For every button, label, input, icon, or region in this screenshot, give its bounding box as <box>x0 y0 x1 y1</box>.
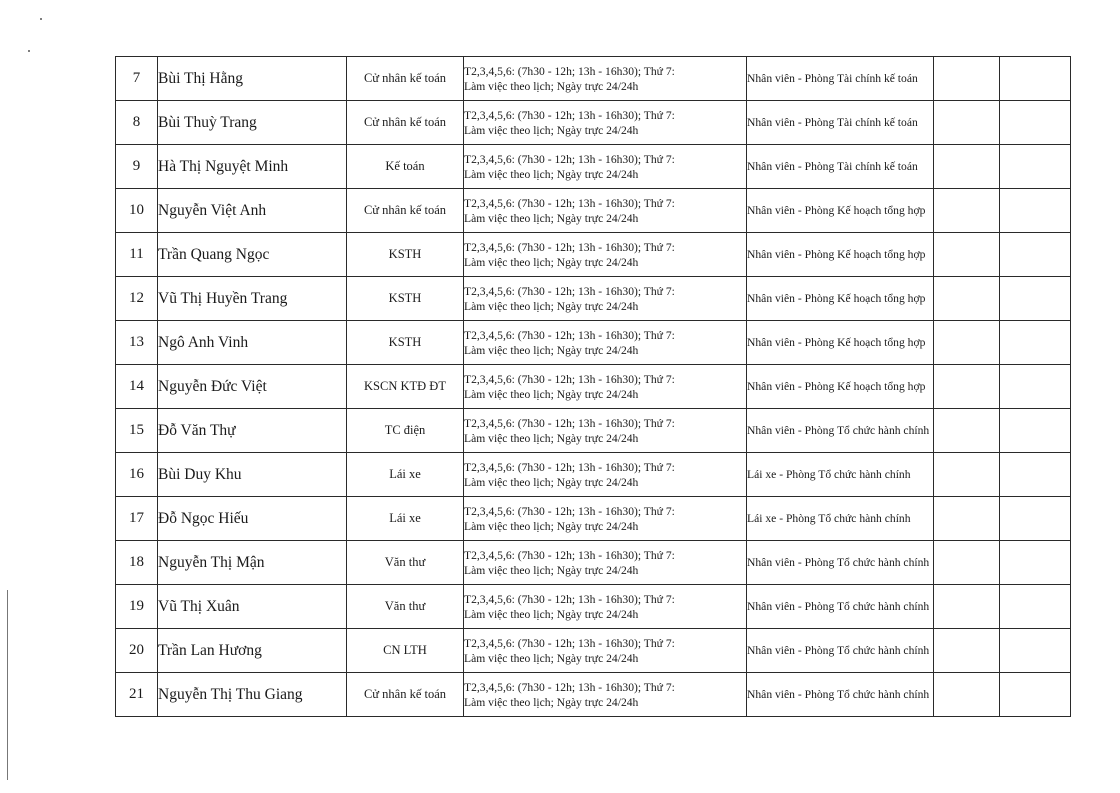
row-number: 13 <box>116 321 158 365</box>
schedule-line-1: T2,3,4,5,6: (7h30 - 12h; 13h - 16h30); Thứ 7: <box>464 636 675 650</box>
schedule-line-1: T2,3,4,5,6: (7h30 - 12h; 13h - 16h30); Thứ 7: <box>464 592 675 606</box>
schedule-line-1: T2,3,4,5,6: (7h30 - 12h; 13h - 16h30); Thứ 7: <box>464 680 675 694</box>
table-row <box>116 453 1071 497</box>
schedule-line-2: Làm việc theo lịch; Ngày trực 24/24h <box>464 299 639 313</box>
qualification: Kế toán <box>347 145 464 189</box>
empty-cell <box>1000 629 1071 673</box>
employee-name: Bùi Duy Khu <box>158 453 347 497</box>
position: Lái xe - Phòng Tổ chức hành chính <box>747 453 934 497</box>
empty-cell <box>1000 145 1071 189</box>
employee-name: Hà Thị Nguyệt Minh <box>158 145 347 189</box>
empty-cell <box>934 409 1000 453</box>
empty-cell <box>934 189 1000 233</box>
table-row <box>116 101 1071 145</box>
schedule-line-1: T2,3,4,5,6: (7h30 - 12h; 13h - 16h30); Thứ 7: <box>464 240 675 254</box>
empty-cell <box>934 101 1000 145</box>
table-row <box>116 145 1071 189</box>
row-number: 14 <box>116 365 158 409</box>
schedule-line-1: T2,3,4,5,6: (7h30 - 12h; 13h - 16h30); Thứ 7: <box>464 548 675 562</box>
position: Lái xe - Phòng Tổ chức hành chính <box>747 497 934 541</box>
row-number: 17 <box>116 497 158 541</box>
qualification: Lái xe <box>347 453 464 497</box>
empty-cell <box>934 541 1000 585</box>
schedule-line-2: Làm việc theo lịch; Ngày trực 24/24h <box>464 79 639 93</box>
scan-edge-line <box>7 590 8 780</box>
schedule-line-1: T2,3,4,5,6: (7h30 - 12h; 13h - 16h30); Thứ 7: <box>464 284 675 298</box>
table-row <box>116 189 1071 233</box>
table-row <box>116 321 1071 365</box>
table-row <box>116 365 1071 409</box>
schedule-line-1: T2,3,4,5,6: (7h30 - 12h; 13h - 16h30); Thứ 7: <box>464 372 675 386</box>
row-number: 20 <box>116 629 158 673</box>
schedule-line-1: T2,3,4,5,6: (7h30 - 12h; 13h - 16h30); Thứ 7: <box>464 64 675 78</box>
empty-cell <box>1000 277 1071 321</box>
qualification: Cử nhân kế toán <box>347 189 464 233</box>
qualification: Cử nhân kế toán <box>347 101 464 145</box>
schedule-line-2: Làm việc theo lịch; Ngày trực 24/24h <box>464 431 639 445</box>
schedule-line-1: T2,3,4,5,6: (7h30 - 12h; 13h - 16h30); Thứ 7: <box>464 460 675 474</box>
empty-cell <box>934 365 1000 409</box>
qualification: Cử nhân kế toán <box>347 57 464 101</box>
schedule-line-2: Làm việc theo lịch; Ngày trực 24/24h <box>464 651 639 665</box>
work-schedule <box>464 365 747 409</box>
qualification: Cử nhân kế toán <box>347 673 464 717</box>
employee-name: Nguyễn Thị Mận <box>158 541 347 585</box>
schedule-line-2: Làm việc theo lịch; Ngày trực 24/24h <box>464 563 639 577</box>
empty-cell <box>934 277 1000 321</box>
position: Nhân viên - Phòng Kế hoạch tổng hợp <box>747 233 934 277</box>
work-schedule <box>464 453 747 497</box>
empty-cell <box>1000 233 1071 277</box>
schedule-line-1: T2,3,4,5,6: (7h30 - 12h; 13h - 16h30); Thứ 7: <box>464 152 675 166</box>
schedule-line-1: T2,3,4,5,6: (7h30 - 12h; 13h - 16h30); Thứ 7: <box>464 416 675 430</box>
empty-cell <box>934 57 1000 101</box>
work-schedule <box>464 673 747 717</box>
schedule-line-2: Làm việc theo lịch; Ngày trực 24/24h <box>464 475 639 489</box>
row-number: 12 <box>116 277 158 321</box>
empty-cell <box>934 673 1000 717</box>
table-row <box>116 541 1071 585</box>
schedule-line-2: Làm việc theo lịch; Ngày trực 24/24h <box>464 167 639 181</box>
empty-cell <box>1000 101 1071 145</box>
qualification: TC điện <box>347 409 464 453</box>
schedule-line-1: T2,3,4,5,6: (7h30 - 12h; 13h - 16h30); Thứ 7: <box>464 504 675 518</box>
position: Nhân viên - Phòng Tổ chức hành chính <box>747 673 934 717</box>
qualification: Lái xe <box>347 497 464 541</box>
position: Nhân viên - Phòng Kế hoạch tổng hợp <box>747 189 934 233</box>
table-row <box>116 233 1071 277</box>
employee-name: Đỗ Ngọc Hiếu <box>158 497 347 541</box>
position: Nhân viên - Phòng Tài chính kế toán <box>747 145 934 189</box>
work-schedule <box>464 101 747 145</box>
row-number: 16 <box>116 453 158 497</box>
work-schedule <box>464 189 747 233</box>
schedule-line-2: Làm việc theo lịch; Ngày trực 24/24h <box>464 695 639 709</box>
position: Nhân viên - Phòng Kế hoạch tổng hợp <box>747 277 934 321</box>
position: Nhân viên - Phòng Tài chính kế toán <box>747 57 934 101</box>
empty-cell <box>1000 409 1071 453</box>
table-row <box>116 497 1071 541</box>
work-schedule <box>464 497 747 541</box>
empty-cell <box>934 629 1000 673</box>
schedule-line-2: Làm việc theo lịch; Ngày trực 24/24h <box>464 607 639 621</box>
work-schedule <box>464 233 747 277</box>
work-schedule <box>464 629 747 673</box>
employee-name: Vũ Thị Xuân <box>158 585 347 629</box>
work-schedule <box>464 57 747 101</box>
position: Nhân viên - Phòng Tổ chức hành chính <box>747 409 934 453</box>
schedule-line-2: Làm việc theo lịch; Ngày trực 24/24h <box>464 211 639 225</box>
position: Nhân viên - Phòng Tài chính kế toán <box>747 101 934 145</box>
qualification: Văn thư <box>347 585 464 629</box>
employee-name: Bùi Thuỳ Trang <box>158 101 347 145</box>
row-number: 8 <box>116 101 158 145</box>
schedule-line-2: Làm việc theo lịch; Ngày trực 24/24h <box>464 123 639 137</box>
work-schedule <box>464 585 747 629</box>
employee-name: Vũ Thị Huyền Trang <box>158 277 347 321</box>
qualification: KSTH <box>347 233 464 277</box>
work-schedule <box>464 145 747 189</box>
qualification: CN LTH <box>347 629 464 673</box>
schedule-line-2: Làm việc theo lịch; Ngày trực 24/24h <box>464 343 639 357</box>
scan-speck <box>28 50 30 52</box>
employee-name: Đỗ Văn Thự <box>158 409 347 453</box>
position: Nhân viên - Phòng Tổ chức hành chính <box>747 585 934 629</box>
empty-cell <box>934 233 1000 277</box>
position: Nhân viên - Phòng Kế hoạch tổng hợp <box>747 321 934 365</box>
empty-cell <box>934 321 1000 365</box>
schedule-line-1: T2,3,4,5,6: (7h30 - 12h; 13h - 16h30); Thứ 7: <box>464 108 675 122</box>
empty-cell <box>1000 497 1071 541</box>
row-number: 18 <box>116 541 158 585</box>
scan-speck <box>40 18 42 20</box>
qualification: Văn thư <box>347 541 464 585</box>
empty-cell <box>1000 673 1071 717</box>
staff-table-body <box>116 57 1071 717</box>
empty-cell <box>934 585 1000 629</box>
empty-cell <box>1000 541 1071 585</box>
schedule-line-2: Làm việc theo lịch; Ngày trực 24/24h <box>464 519 639 533</box>
row-number: 15 <box>116 409 158 453</box>
table-row <box>116 585 1071 629</box>
empty-cell <box>934 145 1000 189</box>
qualification: KSCN KTĐ ĐT <box>347 365 464 409</box>
schedule-line-1: T2,3,4,5,6: (7h30 - 12h; 13h - 16h30); Thứ 7: <box>464 328 675 342</box>
table-row <box>116 673 1071 717</box>
empty-cell <box>1000 189 1071 233</box>
schedule-line-2: Làm việc theo lịch; Ngày trực 24/24h <box>464 255 639 269</box>
table-row <box>116 57 1071 101</box>
schedule-line-2: Làm việc theo lịch; Ngày trực 24/24h <box>464 387 639 401</box>
empty-cell <box>1000 365 1071 409</box>
work-schedule <box>464 277 747 321</box>
table-row <box>116 277 1071 321</box>
work-schedule <box>464 541 747 585</box>
work-schedule <box>464 409 747 453</box>
employee-name: Nguyễn Việt Anh <box>158 189 347 233</box>
empty-cell <box>934 453 1000 497</box>
employee-name: Ngô Anh Vinh <box>158 321 347 365</box>
position: Nhân viên - Phòng Kế hoạch tổng hợp <box>747 365 934 409</box>
row-number: 10 <box>116 189 158 233</box>
schedule-line-1: T2,3,4,5,6: (7h30 - 12h; 13h - 16h30); Thứ 7: <box>464 196 675 210</box>
position: Nhân viên - Phòng Tổ chức hành chính <box>747 629 934 673</box>
row-number: 9 <box>116 145 158 189</box>
employee-name: Nguyễn Thị Thu Giang <box>158 673 347 717</box>
row-number: 11 <box>116 233 158 277</box>
empty-cell <box>1000 321 1071 365</box>
position: Nhân viên - Phòng Tổ chức hành chính <box>747 541 934 585</box>
row-number: 21 <box>116 673 158 717</box>
employee-name: Trần Quang Ngọc <box>158 233 347 277</box>
table-row <box>116 629 1071 673</box>
work-schedule <box>464 321 747 365</box>
row-number: 19 <box>116 585 158 629</box>
empty-cell <box>1000 585 1071 629</box>
qualification: KSTH <box>347 277 464 321</box>
row-number: 7 <box>116 57 158 101</box>
table-row <box>116 409 1071 453</box>
empty-cell <box>1000 57 1071 101</box>
employee-name: Nguyễn Đức Việt <box>158 365 347 409</box>
employee-name: Bùi Thị Hằng <box>158 57 347 101</box>
staff-table <box>115 56 1071 717</box>
qualification: KSTH <box>347 321 464 365</box>
empty-cell <box>1000 453 1071 497</box>
empty-cell <box>934 497 1000 541</box>
employee-name: Trần Lan Hương <box>158 629 347 673</box>
